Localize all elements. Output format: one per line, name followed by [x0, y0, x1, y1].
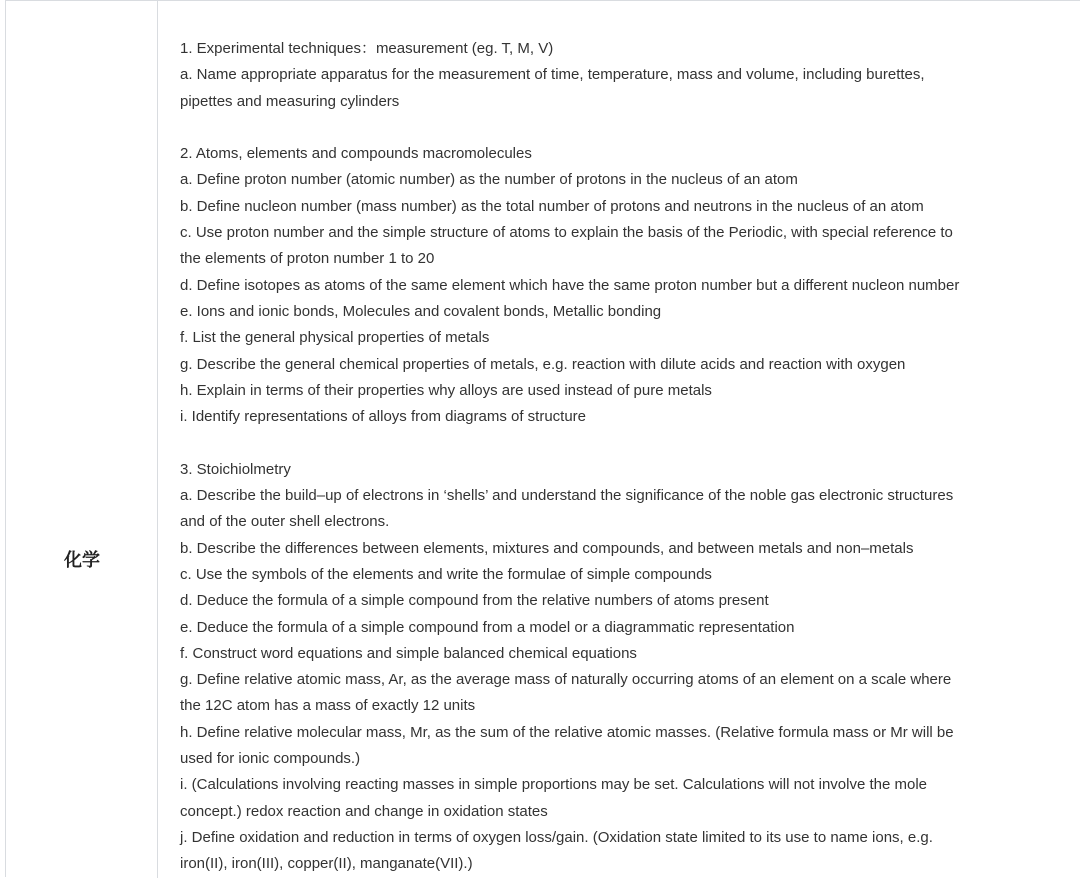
section-1: [180, 36, 1060, 115]
list-item: a. Name appropriate apparatus for the measurement of time, temperature, mass and volume, including burettes,: [180, 66, 925, 84]
list-item: d. Define isotopes as atoms of the same element which have the same proton number but a different nucleon number: [180, 276, 960, 294]
section-3: [180, 457, 1060, 878]
section-spacer: [180, 115, 1060, 141]
list-item: h. Define relative molecular mass, Mr, as the sum of the relative atomic masses. (Relative formula mass or Mr will be: [180, 723, 954, 741]
list-item: and of the outer shell electrons.: [180, 513, 390, 531]
section-heading: 1. Experimental techniques：measurement (eg. T, M, V): [180, 40, 554, 57]
list-item: h. Explain in terms of their properties why alloys are used instead of pure metals: [180, 381, 712, 399]
list-item: b. Define nucleon number (mass number) as the total number of protons and neutrons in the nucleus of an atom: [180, 197, 924, 215]
subject-cell: [6, 1, 158, 878]
list-item: e. Ions and ionic bonds, Molecules and covalent bonds, Metallic bonding: [180, 302, 662, 320]
list-item: f. List the general physical properties of metals: [180, 329, 490, 347]
list-item: c. Use proton number and the simple structure of atoms to explain the basis of the Periodic, with special reference to: [180, 224, 953, 242]
list-item: d. Deduce the formula of a simple compound from the relative numbers of atoms present: [180, 592, 769, 610]
list-item: pipettes and measuring cylinders: [180, 92, 400, 110]
list-item: g. Define relative atomic mass, Ar, as the average mass of naturally occurring atoms of an element on a scale where: [180, 671, 952, 689]
list-item: a. Describe the build–up of electrons in ‘shells’ and understand the significance of the noble gas electronic structures: [180, 487, 954, 505]
content-cell: [180, 36, 1060, 878]
list-item: i. Identify representations of alloys from diagrams of structure: [180, 408, 587, 426]
section-spacer: [180, 430, 1060, 456]
list-item: e. Deduce the formula of a simple compound from a model or a diagrammatic representation: [180, 618, 795, 636]
list-item: j. Define oxidation and reduction in terms of oxygen loss/gain. (Oxidation state limited to its use to name ions, e.g.: [180, 828, 933, 846]
list-item: i. (Calculations involving reacting masses in simple proportions may be set. Calculations will not involve the mole: [180, 776, 928, 794]
section-heading: 2. Atoms, elements and compounds macromolecules: [180, 145, 532, 163]
list-item: b. Describe the differences between elements, mixtures and compounds, and between metals and non–metals: [180, 539, 914, 557]
list-item: the 12C atom has a mass of exactly 12 units: [180, 697, 476, 715]
list-item: g. Describe the general chemical properties of metals, e.g. reaction with dilute acids and reaction with oxygen: [180, 355, 906, 373]
list-item: used for ionic compounds.): [180, 750, 361, 768]
subject-label: 化学: [64, 550, 100, 571]
list-item: the elements of proton number 1 to 20: [180, 250, 435, 268]
list-item: c. Use the symbols of the elements and write the formulae of simple compounds: [180, 565, 712, 583]
list-item: concept.) redox reaction and change in oxidation states: [180, 802, 548, 820]
list-item: iron(II), iron(III), copper(II), manganate(VII).): [180, 855, 473, 873]
section-2: [180, 141, 1060, 430]
list-item: f. Construct word equations and simple balanced chemical equations: [180, 644, 637, 662]
list-item: a. Define proton number (atomic number) as the number of protons in the nucleus of an atom: [180, 171, 798, 189]
section-heading: 3. Stoichiolmetry: [180, 460, 291, 478]
